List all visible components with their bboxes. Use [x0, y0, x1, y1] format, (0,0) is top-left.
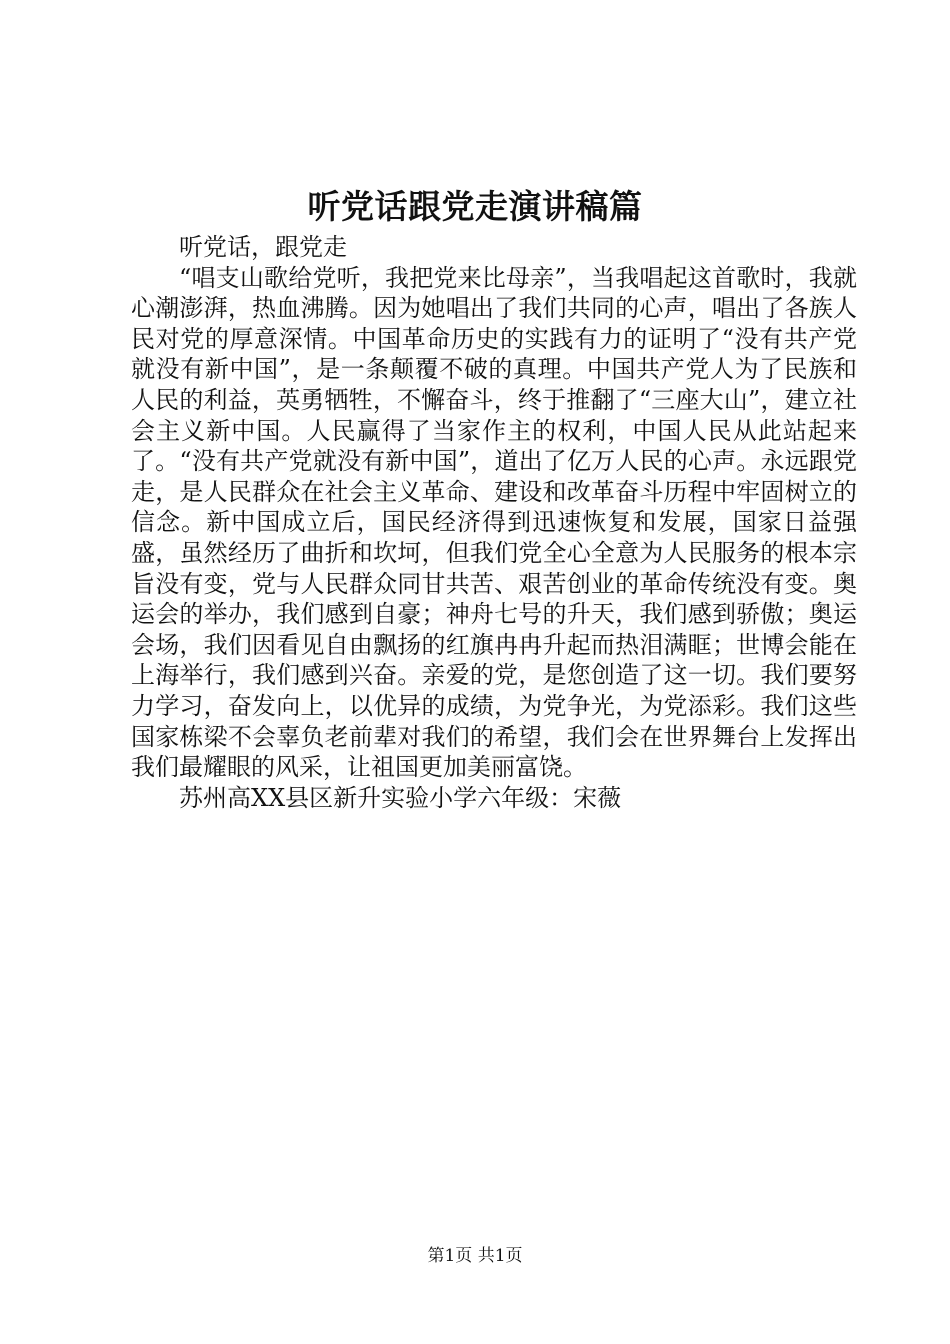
document-title: 听党话跟党走演讲稿篇: [307, 187, 643, 226]
subtitle-paragraph: 听党话，跟党走: [179, 233, 347, 261]
document-body: [131, 232, 857, 813]
body-paragraph: “唱支山歌给党听，我把党来比母亲”，当我唱起这首歌时，我就心潮澎湃，热血沸腾。因为她唱出了我们共同的心声，唱出了各族人民对党的厚意深情。中国革命历史的实践有力的证明了“没有共产党就没有新中国”，是一条颠覆不破的真理。中国共产党人为了民族和人民的利益，英勇牺牲，不懈奋斗，终于推翻了“三座大山”，建立社会主义新中国。人民赢得了当家作主的权利，中国人民从此站起来了。“没有共产党就没有新中国”，道出了亿万人民的心声。永远跟党走，是人民群众在社会主义革命、建设和改革奋斗历程中牢固树立的信念。新中国成立后，国民经济得到迅速恢复和发展，国家日益强盛，虽然经历了曲折和坎坷，但我们党全心全意为人民服务的根本宗旨没有变，党与人民群众同甘共苦、艰苦创业的革命传统没有变。奥运会的举办，我们感到自豪；神舟七号的升天，我们感到骄傲；奥运会场，我们因看见自由飘扬的红旗冉冉升起而热泪满眶；世博会能在上海举行，我们感到兴奋。亲爱的党，是您创造了这一切。我们要努力学习，奋发向上，以优异的成绩，为党争光，为党添彩。我们这些国家栋梁不会辜负老前辈对我们的希望，我们会在世界舞台上发挥出我们最耀眼的风采，让祖国更加美丽富饶。: [131, 263, 857, 782]
author-line: 苏州高XX县区新升实验小学六年级：宋薇: [179, 783, 622, 812]
page-number-footer: 第1页 共1页: [427, 1246, 523, 1266]
